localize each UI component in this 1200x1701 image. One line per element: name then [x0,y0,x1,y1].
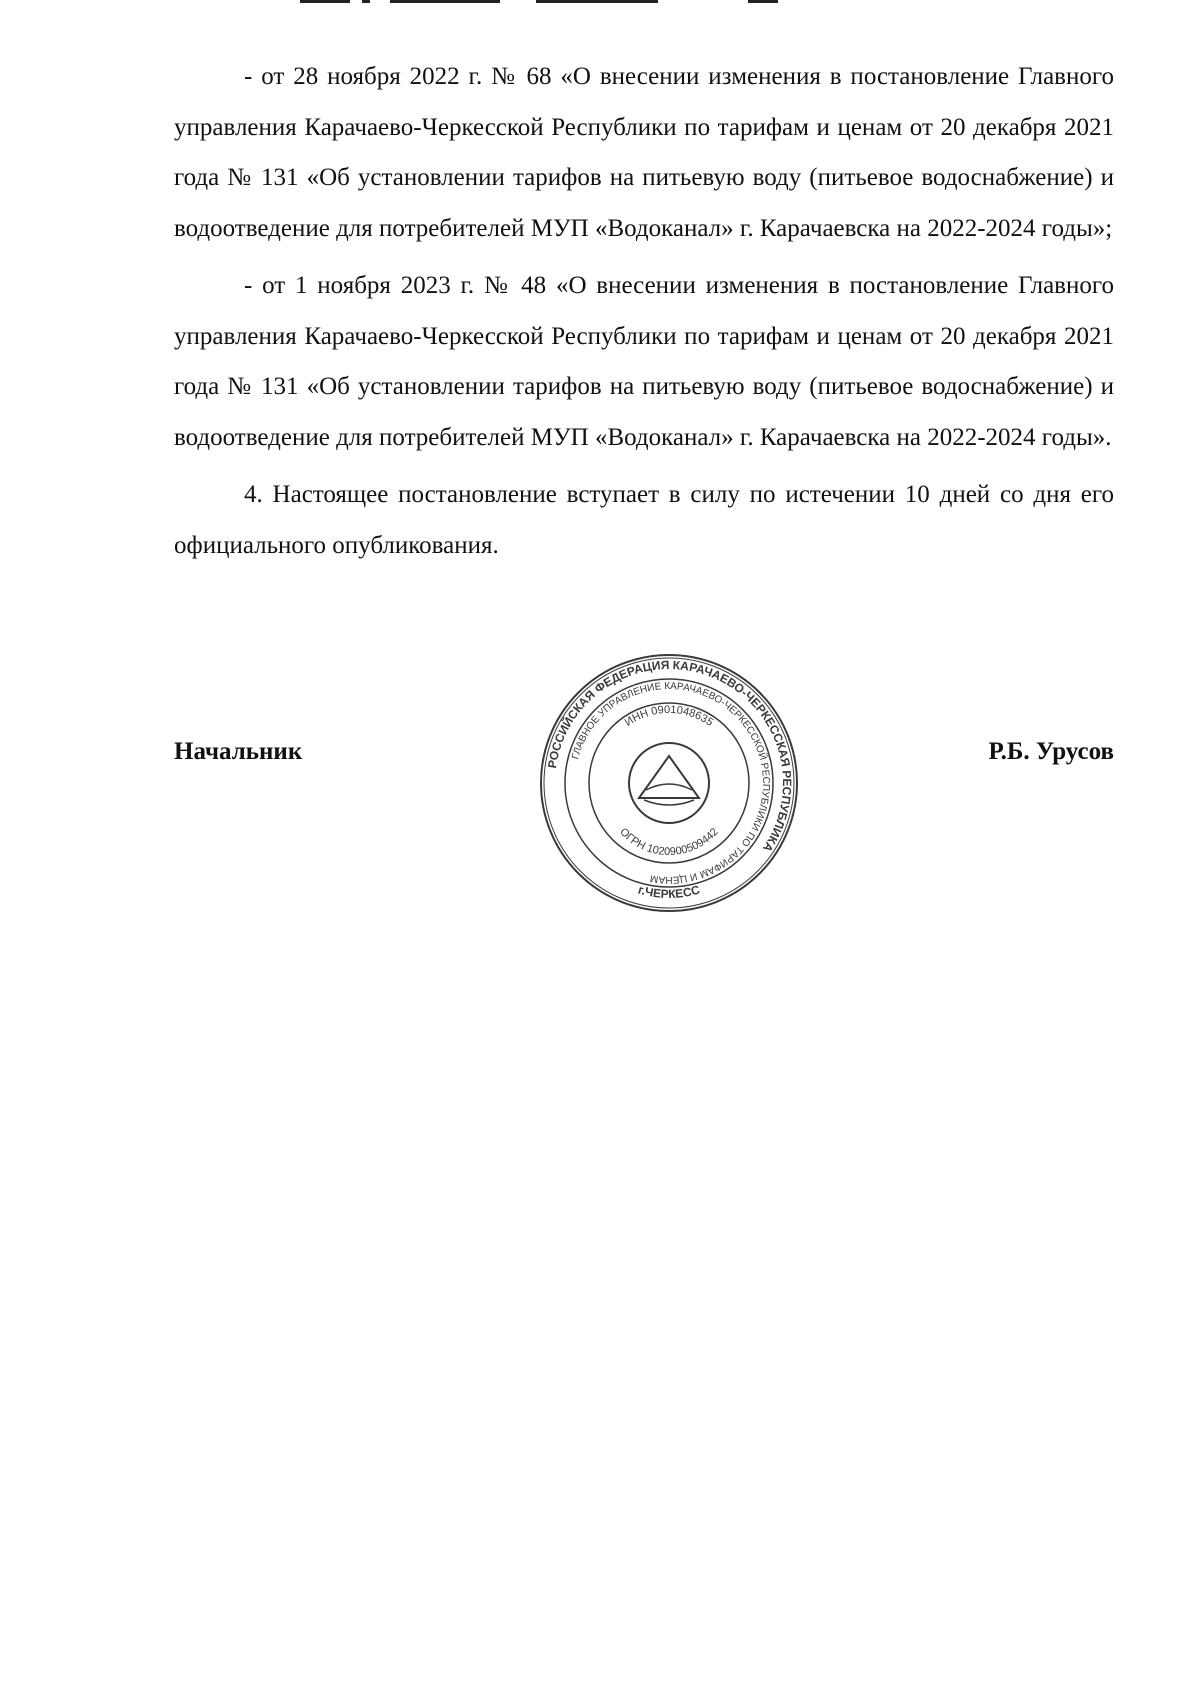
svg-text:РОССИЙСКАЯ ФЕДЕРАЦИЯ КАРАЧАЕВО: РОССИЙСКАЯ ФЕДЕРАЦИЯ КАРАЧАЕВО-ЧЕРКЕССКАЯ РЕСПУБЛИКА [544,657,795,855]
mountain-emblem-icon [639,756,699,798]
paragraph-effective-date: 4. Настоящее постановление вступает в силу по истечении 10 дней со дня его официального опубликования. [174,481,1114,559]
svg-text:ОГРН 1020900509442: ОГРН 1020900509442 [617,825,721,859]
paragraph-amendment-2023: - от 1 ноября 2023 г. № 48 «О внесении изменения в постановление Главного управления Карачаево-Черкесской Республики по тарифам и ценам от 20 декабря 2021 года № 131 «Об установлении тарифов на питьевую воду (питьевое водоснабжение) и водоотведение для потребителей МУП «Водоканал» г. Карачаевска на 2022-2024 годы». [174,272,1114,451]
official-seal [536,650,802,916]
seal-outer-ring [541,655,797,911]
svg-text:ИНН 0901048635: ИНН 0901048635 [622,703,716,729]
paragraph-amendment-2022: - от 28 ноября 2022 г. № 68 «О внесении изменения в постановление Главного управления Карачаево-Черкесской Республики по тарифам и ценам от 20 декабря 2021 года № 131 «Об установлении тарифов на питьевую воду (питьевое водоснабжение) и водоотведение для потребителей МУП «Водоканал» г. Карачаевска на 2022-2024 годы»; [174,63,1114,242]
document-body [174,52,1114,578]
signatory-name: Р.Б. Урусов [988,738,1114,765]
previous-page-edge-marks [300,0,860,6]
seal-inner-ring [589,703,749,863]
svg-text:г.ЧЕРКЕСС: г.ЧЕРКЕСС [636,882,702,902]
svg-text:ГЛАВНОЕ УПРАВЛЕНИЕ КАРАЧАЕВО-Ч: ГЛАВНОЕ УПРАВЛЕНИЕ КАРАЧАЕВО-ЧЕРКЕССКОЙ РЕСПУБЛИКИ ПО ТАРИФАМ И ЦЕНАМ [570,680,772,886]
signatory-position: Начальник [174,738,303,765]
